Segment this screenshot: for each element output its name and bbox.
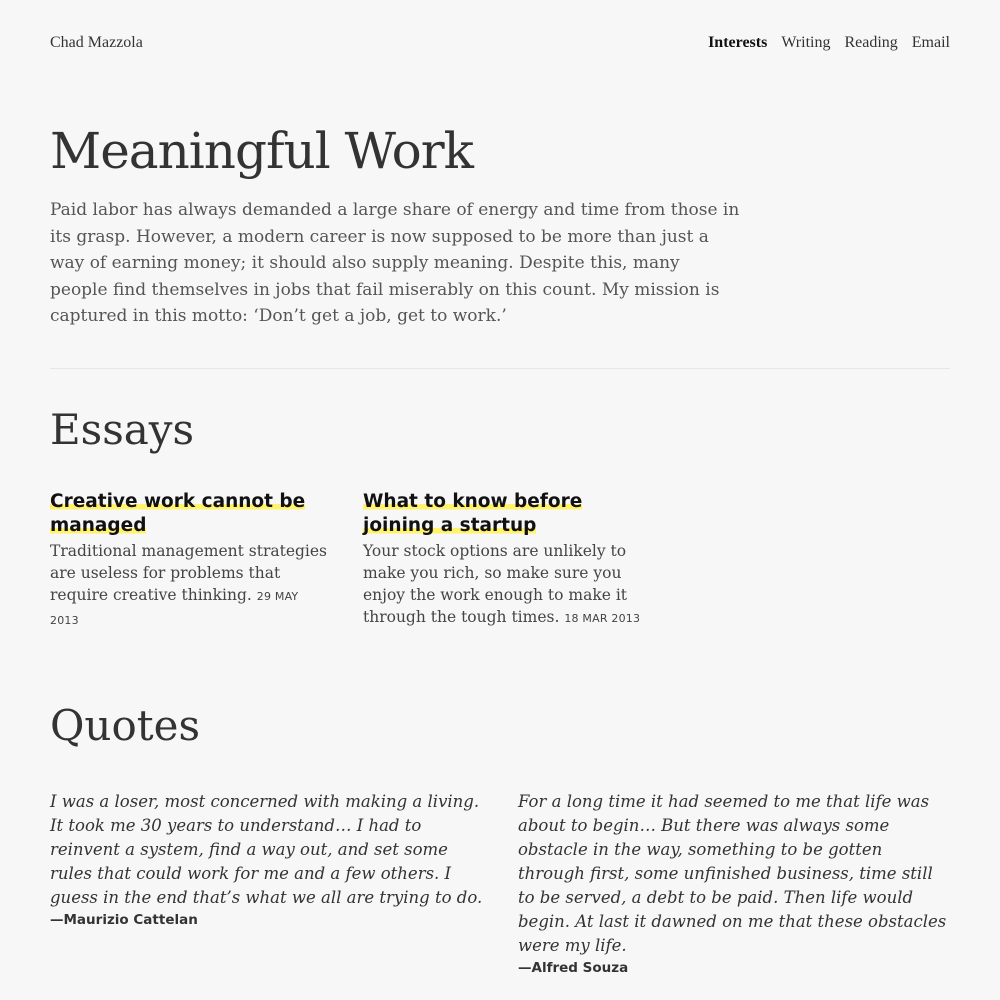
essay-title-link[interactable]: What to know before joining a startup [363,491,583,536]
site-header [50,30,950,60]
nav-writing-link[interactable]: Writing [781,34,831,51]
quote-block [50,790,485,928]
essay-description [50,540,330,632]
essay-description [363,540,643,630]
quote-block [518,790,953,976]
essay-date: 18 MAR 2013 [564,612,641,625]
quote-author: —Alfred Souza [518,960,629,976]
quotes-heading: Quotes [50,701,201,750]
quote-author: —Maurizio Cattelan [50,912,198,928]
essay-title-link[interactable]: Creative work cannot be managed [50,491,306,536]
intro-paragraph: Paid labor has always demanded a large share of energy and time from those in its grasp. However, a modern career is now supposed to be more than just a way of earning money; it should also supply meaning. Despite this, many people find themselves in jobs that fail miserably on this count. My mission is captured in this motto: ‘Don’t get a job, get to work.’ [50,200,740,326]
essay-card [50,490,330,632]
essay-description-text: Your stock options are unlikely to make you rich, so make sure you enjoy the work enough to make it through the tough times. [363,542,628,626]
essay-date: 29 MAY 2013 [50,590,299,627]
quote-text: I was a loser, most concerned with making a living. It took me 30 years to understand… I had to reinvent a system, find a way out, and set some rules that could work for me and a few others. I guess in the end that’s what we all are trying to do. [50,792,483,907]
section-divider [50,368,950,369]
site-name-link[interactable]: Chad Mazzola [50,34,143,51]
quote-text: For a long time it had seemed to me that life was about to begin… But there was always some obstacle in the way, something to be gotten through first, some unfinished business, time still to be served, a debt to be paid. Then life would begin. At last it dawned on me that these obstacles were my life. [518,792,947,955]
page-title: Meaningful Work [50,122,473,180]
nav-reading-link[interactable]: Reading [844,34,898,51]
essays-heading: Essays [50,405,195,454]
nav-interests-link[interactable]: Interests [708,34,768,51]
essay-card [363,490,643,630]
nav-email-link[interactable]: Email [911,34,950,51]
main-nav [708,34,950,52]
essay-description-text: Traditional management strategies are useless for problems that require creative thinking. [50,542,328,604]
